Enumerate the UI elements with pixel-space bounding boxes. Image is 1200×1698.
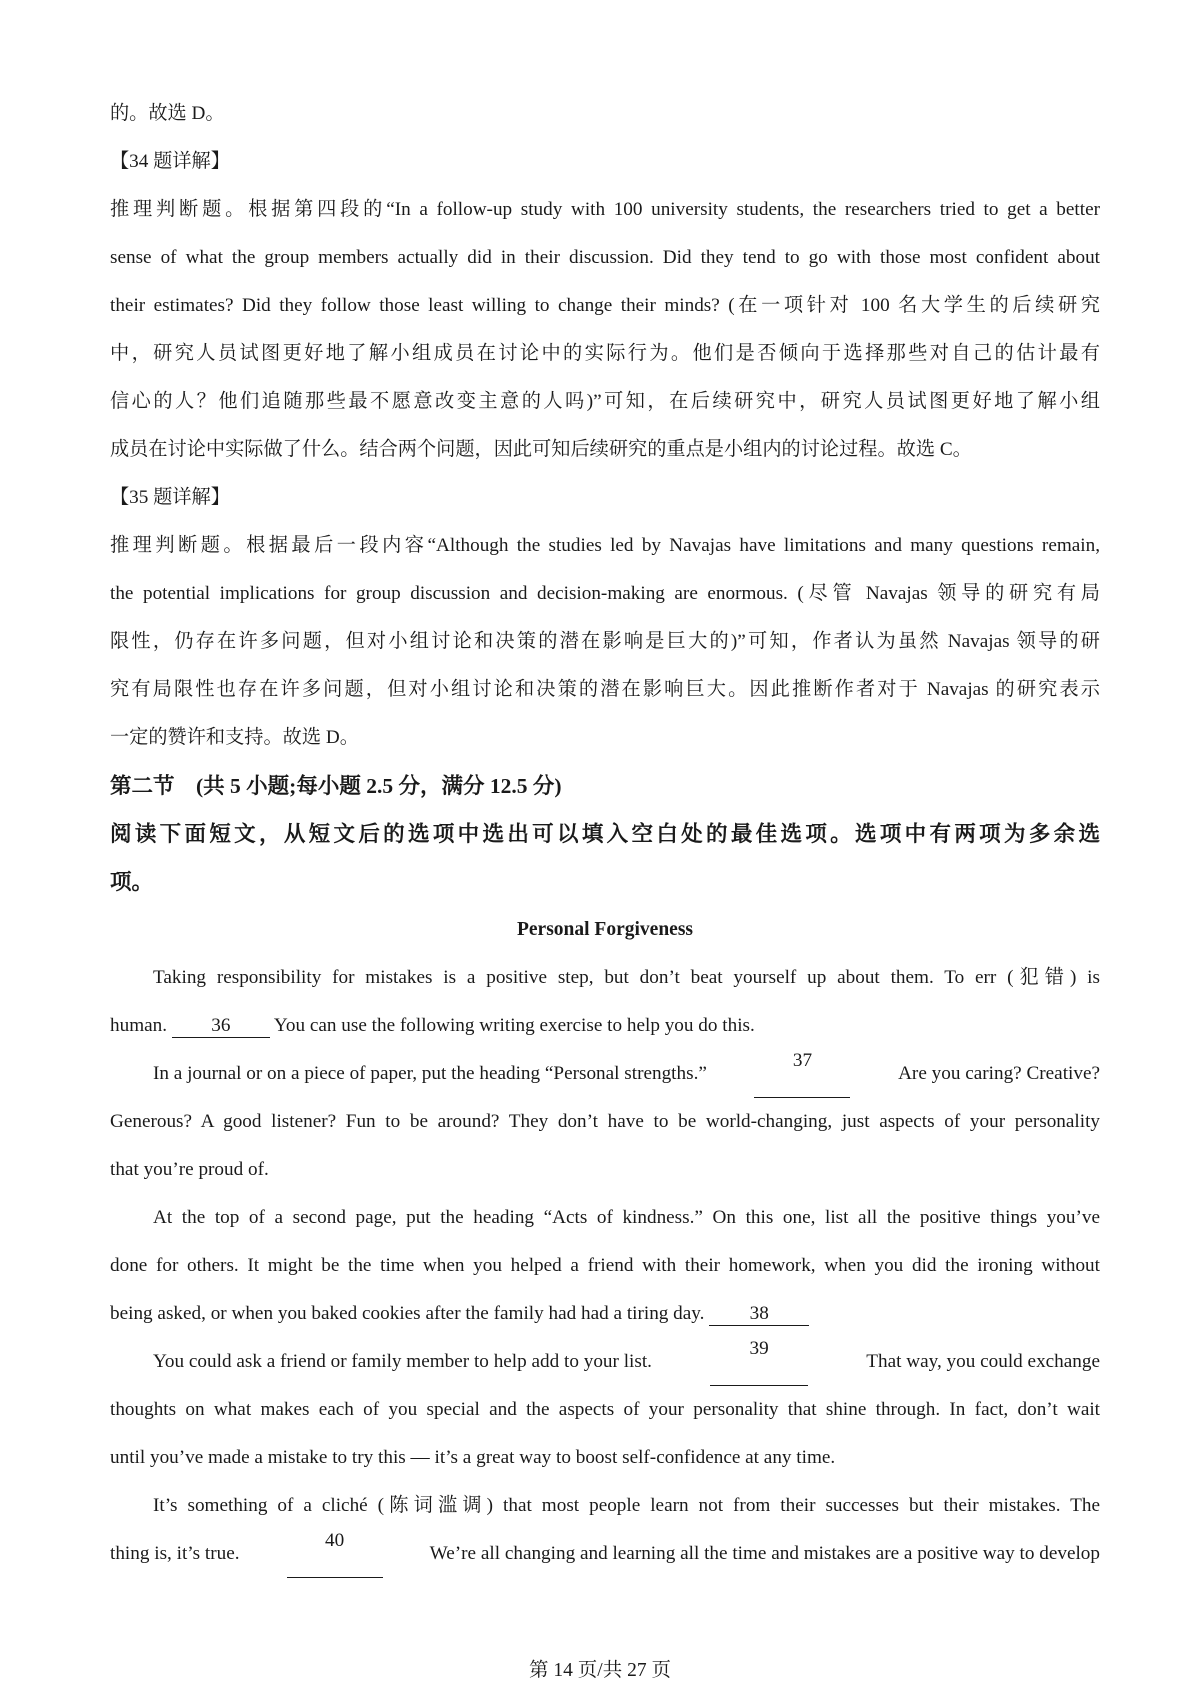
text-span: human. xyxy=(110,1015,168,1036)
paragraph-line: thoughts on what makes each of you special and the aspects of your personality that shine through. In fact, don’t wait xyxy=(110,1399,1100,1420)
blank-36: 36 xyxy=(172,1015,270,1038)
text-line: 信心的人？他们追随那些最不愿意改变主意的人吗)”可知，在后续研究中，研究人员试图更好地了解小组 xyxy=(110,391,1100,412)
text-line: 的。故选 D。 xyxy=(110,103,225,124)
passage-title: Personal Forgiveness xyxy=(516,919,693,940)
text-line: 成员在讨论中实际做了什么。结合两个问题，因此可知后续研究的重点是小组内的讨论过程。故选 C。 xyxy=(110,439,972,460)
instructions: 阅读下面短文，从短文后的选项中选出可以填入空白处的最佳选项。选项中有两项为多余选 xyxy=(110,822,1100,846)
text-span: being asked, or when you baked cookies after the family had had a tiring day. xyxy=(110,1303,705,1324)
paragraph-line: that you’re proud of. xyxy=(110,1159,269,1180)
text-line: 推理判断题。根据最后一段内容“Although the studies led by Navajas have limitations and many questions remain, xyxy=(110,535,1100,556)
paragraph-line xyxy=(110,1002,1100,1050)
section-heading: 第二节 (共 5 小题;每小题 2.5 分，满分 12.5 分) xyxy=(110,774,562,798)
text-line: 推理判断题。根据第四段的“In a follow-up study with 100 university students, the researchers tried to get a better xyxy=(110,199,1100,220)
text-line: 限性，仍存在许多问题，但对小组讨论和决策的潜在影响是巨大的)”可知，作者认为虽然 Navajas 领导的研 xyxy=(110,631,1100,652)
blank-38: 38 xyxy=(709,1303,809,1326)
text-span: That way, you could exchange xyxy=(866,1351,1100,1372)
text-span: In a journal or on a piece of paper, put the heading “Personal strengths.” xyxy=(153,1063,707,1084)
text-line: 中，研究人员试图更好地了解小组成员在讨论中的实际行为。他们是否倾向于选择那些对自己的估计最有 xyxy=(110,343,1100,364)
text-span: We’re all changing and learning all the time and mistakes are a positive way to develop xyxy=(429,1543,1100,1564)
text-line: sense of what the group members actually did in their discussion. Did they tend to go with those most confident about xyxy=(110,247,1100,268)
paragraph-line: until you’ve made a mistake to try this — it’s a great way to boost self-confidence at any time. xyxy=(110,1447,836,1468)
text-span: thing is, it’s true. xyxy=(110,1543,240,1564)
page-footer: 第 14 页/共 27 页 xyxy=(529,1660,671,1681)
paragraph-line: Generous? A good listener? Fun to be around? They don’t have to be world-changing, just aspects of your personality xyxy=(110,1111,1100,1132)
paragraph-line: At the top of a second page, put the heading “Acts of kindness.” On this one, list all the positive things you’ve xyxy=(153,1207,1100,1228)
text-line: 究有局限性也存在许多问题，但对小组讨论和决策的潜在影响巨大。因此推断作者对于 Navajas 的研究表示 xyxy=(110,679,1100,700)
text-line: the potential implications for group discussion and decision-making are enormous. (尽管 Navajas 领导的研究有局 xyxy=(110,583,1100,604)
paragraph-line xyxy=(110,1050,1100,1098)
text-line: their estimates? Did they follow those least willing to change their minds? (在一项针对 100 名大学生的后续研究 xyxy=(110,295,1100,316)
blank-40: 40 xyxy=(287,1530,383,1578)
paragraph-line xyxy=(110,1530,1100,1578)
paragraph-line: It’s something of a cliché (陈词滥调) that most people learn not from their successes but their mistakes. The xyxy=(153,1495,1100,1516)
text-span: You could ask a friend or family member to help add to your list. xyxy=(153,1351,652,1372)
paragraph-line xyxy=(110,1338,1100,1386)
paragraph-line: Taking responsibility for mistakes is a positive step, but don’t beat yourself up about them. To err (犯错) is xyxy=(153,967,1100,988)
document-page xyxy=(110,90,1100,1578)
q34-heading: 【34 题详解】 xyxy=(110,151,230,172)
text-line: 一定的赞许和支持。故选 D。 xyxy=(110,727,359,748)
text-span: Are you caring? Creative? xyxy=(898,1063,1100,1084)
q35-heading: 【35 题详解】 xyxy=(110,487,230,508)
instructions-end: 项。 xyxy=(110,870,154,894)
text-span: You can use the following writing exercise to help you do this. xyxy=(273,1015,755,1036)
paragraph-line: done for others. It might be the time when you helped a friend with their homework, when you did the ironing without xyxy=(110,1255,1100,1276)
blank-39: 39 xyxy=(710,1338,808,1386)
paragraph-line xyxy=(110,1290,1100,1338)
blank-37: 37 xyxy=(754,1050,850,1098)
